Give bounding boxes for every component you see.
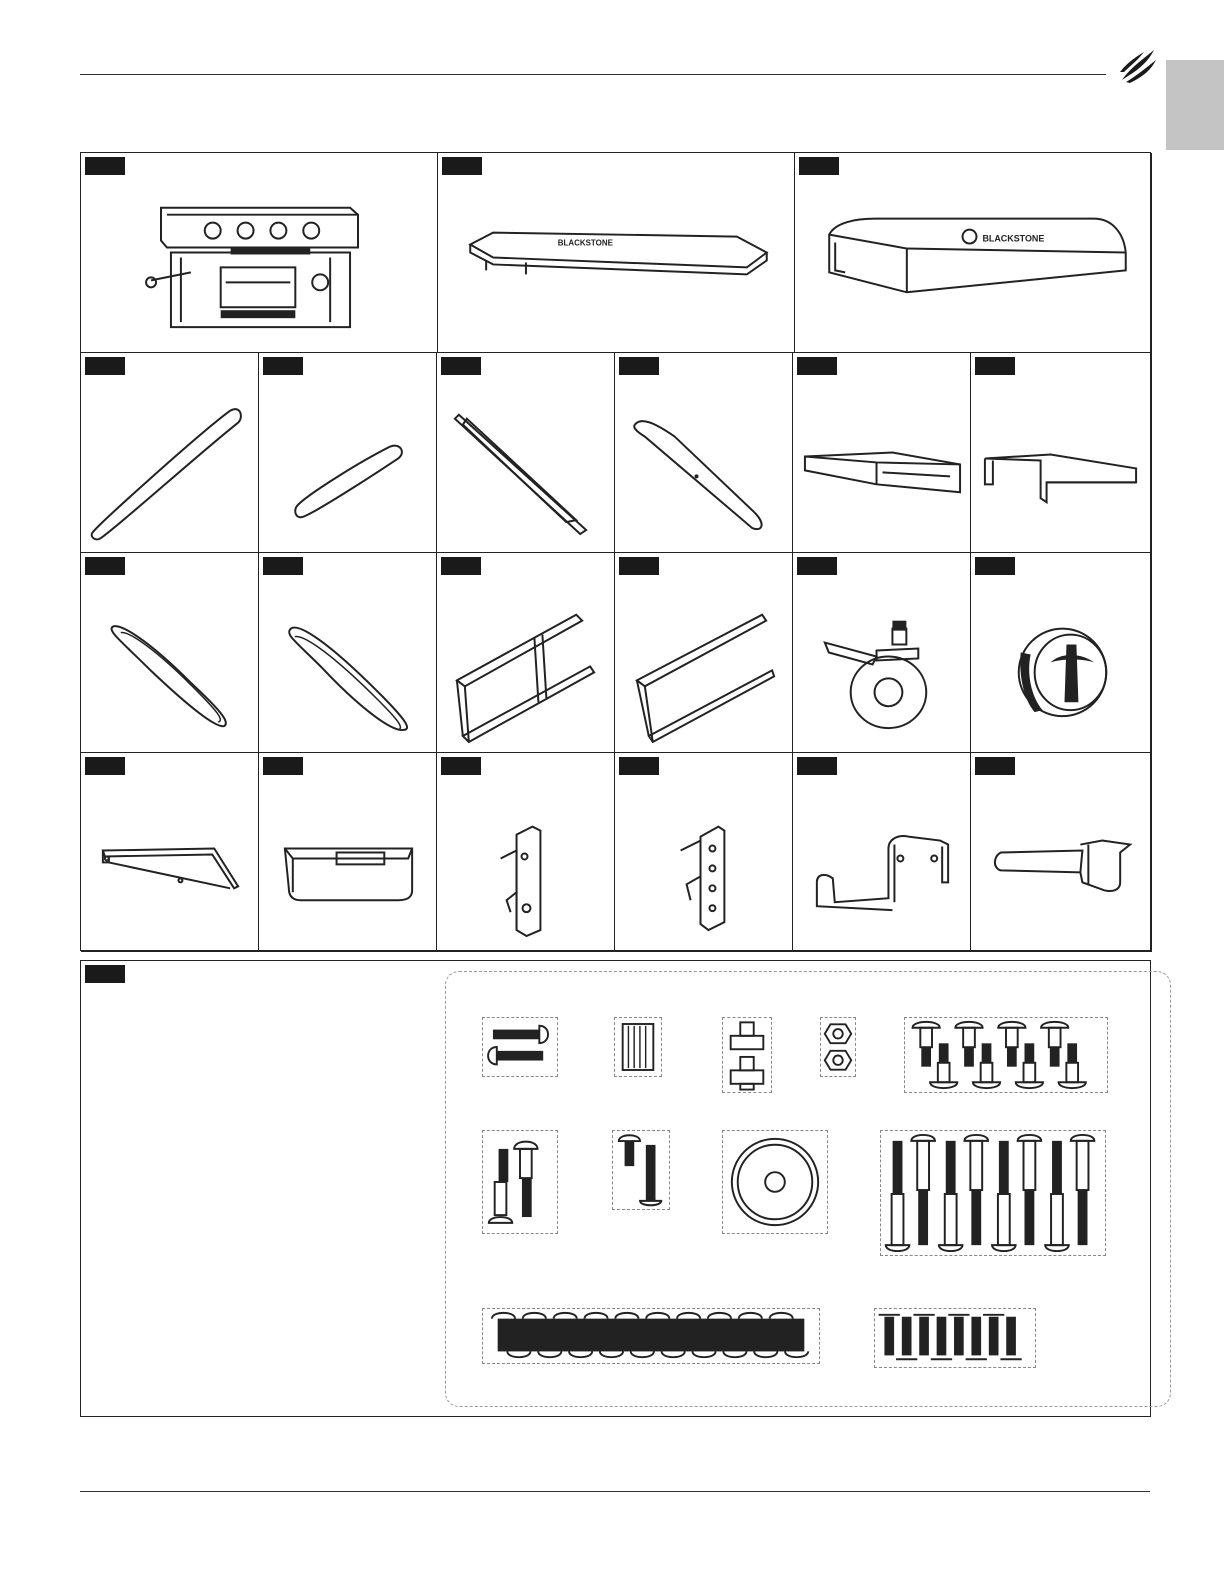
- leg-frame-icon: [437, 553, 614, 752]
- hardware-truss-screw-row: [482, 1308, 820, 1364]
- truss-screw-icon: [483, 1309, 819, 1363]
- part-cell-right-shelf: [971, 353, 1152, 553]
- bottom-rule: [80, 1491, 1150, 1492]
- hub-cap-icon: [971, 553, 1151, 752]
- clip-icon: [971, 753, 1151, 951]
- step-bolt-icon: [483, 1131, 557, 1233]
- part-cell-hood: [795, 153, 1152, 353]
- flat-panel-icon: [615, 353, 792, 552]
- hardware-bolt-pair: [482, 1017, 558, 1077]
- shoulder-bolt-icon: [905, 1018, 1107, 1092]
- part-cell-caster-wheel: [793, 553, 971, 753]
- svg-text:BLACKSTONE: BLACKSTONE: [557, 238, 613, 248]
- screw-icon: [613, 1131, 669, 1209]
- grease-cup-icon: [259, 753, 436, 951]
- long-bolt-icon: [881, 1131, 1105, 1255]
- griddle-top-icon: [438, 153, 794, 352]
- hardware-short-screw-set: [612, 1130, 670, 1210]
- standoff-icon: [723, 1018, 771, 1092]
- bracket-small-icon: [437, 753, 614, 951]
- flame-logo-icon: [1118, 46, 1158, 84]
- top-rule: [80, 74, 1106, 75]
- leg-frame-icon: [615, 553, 792, 752]
- long-handle-icon: [81, 353, 258, 552]
- bracket-large-icon: [615, 753, 792, 951]
- parts-grid: [80, 152, 1151, 951]
- right-shelf-icon: [971, 353, 1151, 552]
- hardware-area: [445, 971, 1171, 1407]
- short-handle-icon: [259, 353, 436, 552]
- grease-rail-icon: [437, 353, 614, 552]
- caster-wheel-icon: [793, 553, 970, 752]
- hardware-step-bolt-set: [482, 1130, 558, 1234]
- part-cell-griddle-base: [81, 153, 438, 353]
- bottom-tray-icon: [81, 553, 258, 752]
- part-cell-hub-cap: [971, 553, 1152, 753]
- part-cell-griddle-top: [438, 153, 795, 353]
- washer-icon: [723, 1131, 827, 1233]
- part-cell-bracket-small: [437, 753, 615, 952]
- hardware-panel: [80, 960, 1151, 1417]
- hex-nut-icon: [821, 1018, 855, 1076]
- hardware-nut-pair: [820, 1017, 856, 1077]
- part-cell-leg-frame-left: [437, 553, 615, 753]
- section-tab: [1166, 60, 1224, 150]
- part-cell-flat-panel: [615, 353, 793, 553]
- part-cell-grease-rail: [437, 353, 615, 553]
- machine-screw-icon: [875, 1309, 1035, 1367]
- left-shelf-icon: [793, 353, 970, 552]
- part-cell-bracket-large: [615, 753, 793, 952]
- hook-icon: [793, 753, 970, 951]
- part-cell-left-shelf: [793, 353, 971, 553]
- hardware-standoff-pair: [722, 1017, 772, 1093]
- part-number-tag: [85, 965, 125, 983]
- hardware-shoulder-bolt-set: [904, 1017, 1108, 1093]
- rimmed-tray-icon: [259, 553, 436, 752]
- part-cell-rimmed-tray: [259, 553, 437, 753]
- bolt-icon: [483, 1018, 557, 1076]
- griddle-base-icon: [81, 153, 437, 352]
- part-cell-short-handle: [259, 353, 437, 553]
- hardware-spacer-sleeve: [614, 1017, 662, 1077]
- part-cell-bottle-clip: [971, 753, 1152, 952]
- part-cell-grease-cup: [259, 753, 437, 952]
- hardware-long-bolt-set: [880, 1130, 1106, 1256]
- hardware-washer: [722, 1130, 828, 1234]
- part-cell-towel-bar: [81, 753, 259, 952]
- part-cell-long-handle: [81, 353, 259, 553]
- towel-bar-icon: [81, 753, 258, 951]
- sleeve-icon: [615, 1018, 661, 1076]
- svg-text:BLACKSTONE: BLACKSTONE: [982, 233, 1045, 244]
- part-cell-bottom-tray: [81, 553, 259, 753]
- hood-lid-icon: [795, 153, 1151, 352]
- hardware-machine-screw-row: [874, 1308, 1036, 1368]
- part-cell-leg-frame-right: [615, 553, 793, 753]
- part-cell-tool-hook: [793, 753, 971, 952]
